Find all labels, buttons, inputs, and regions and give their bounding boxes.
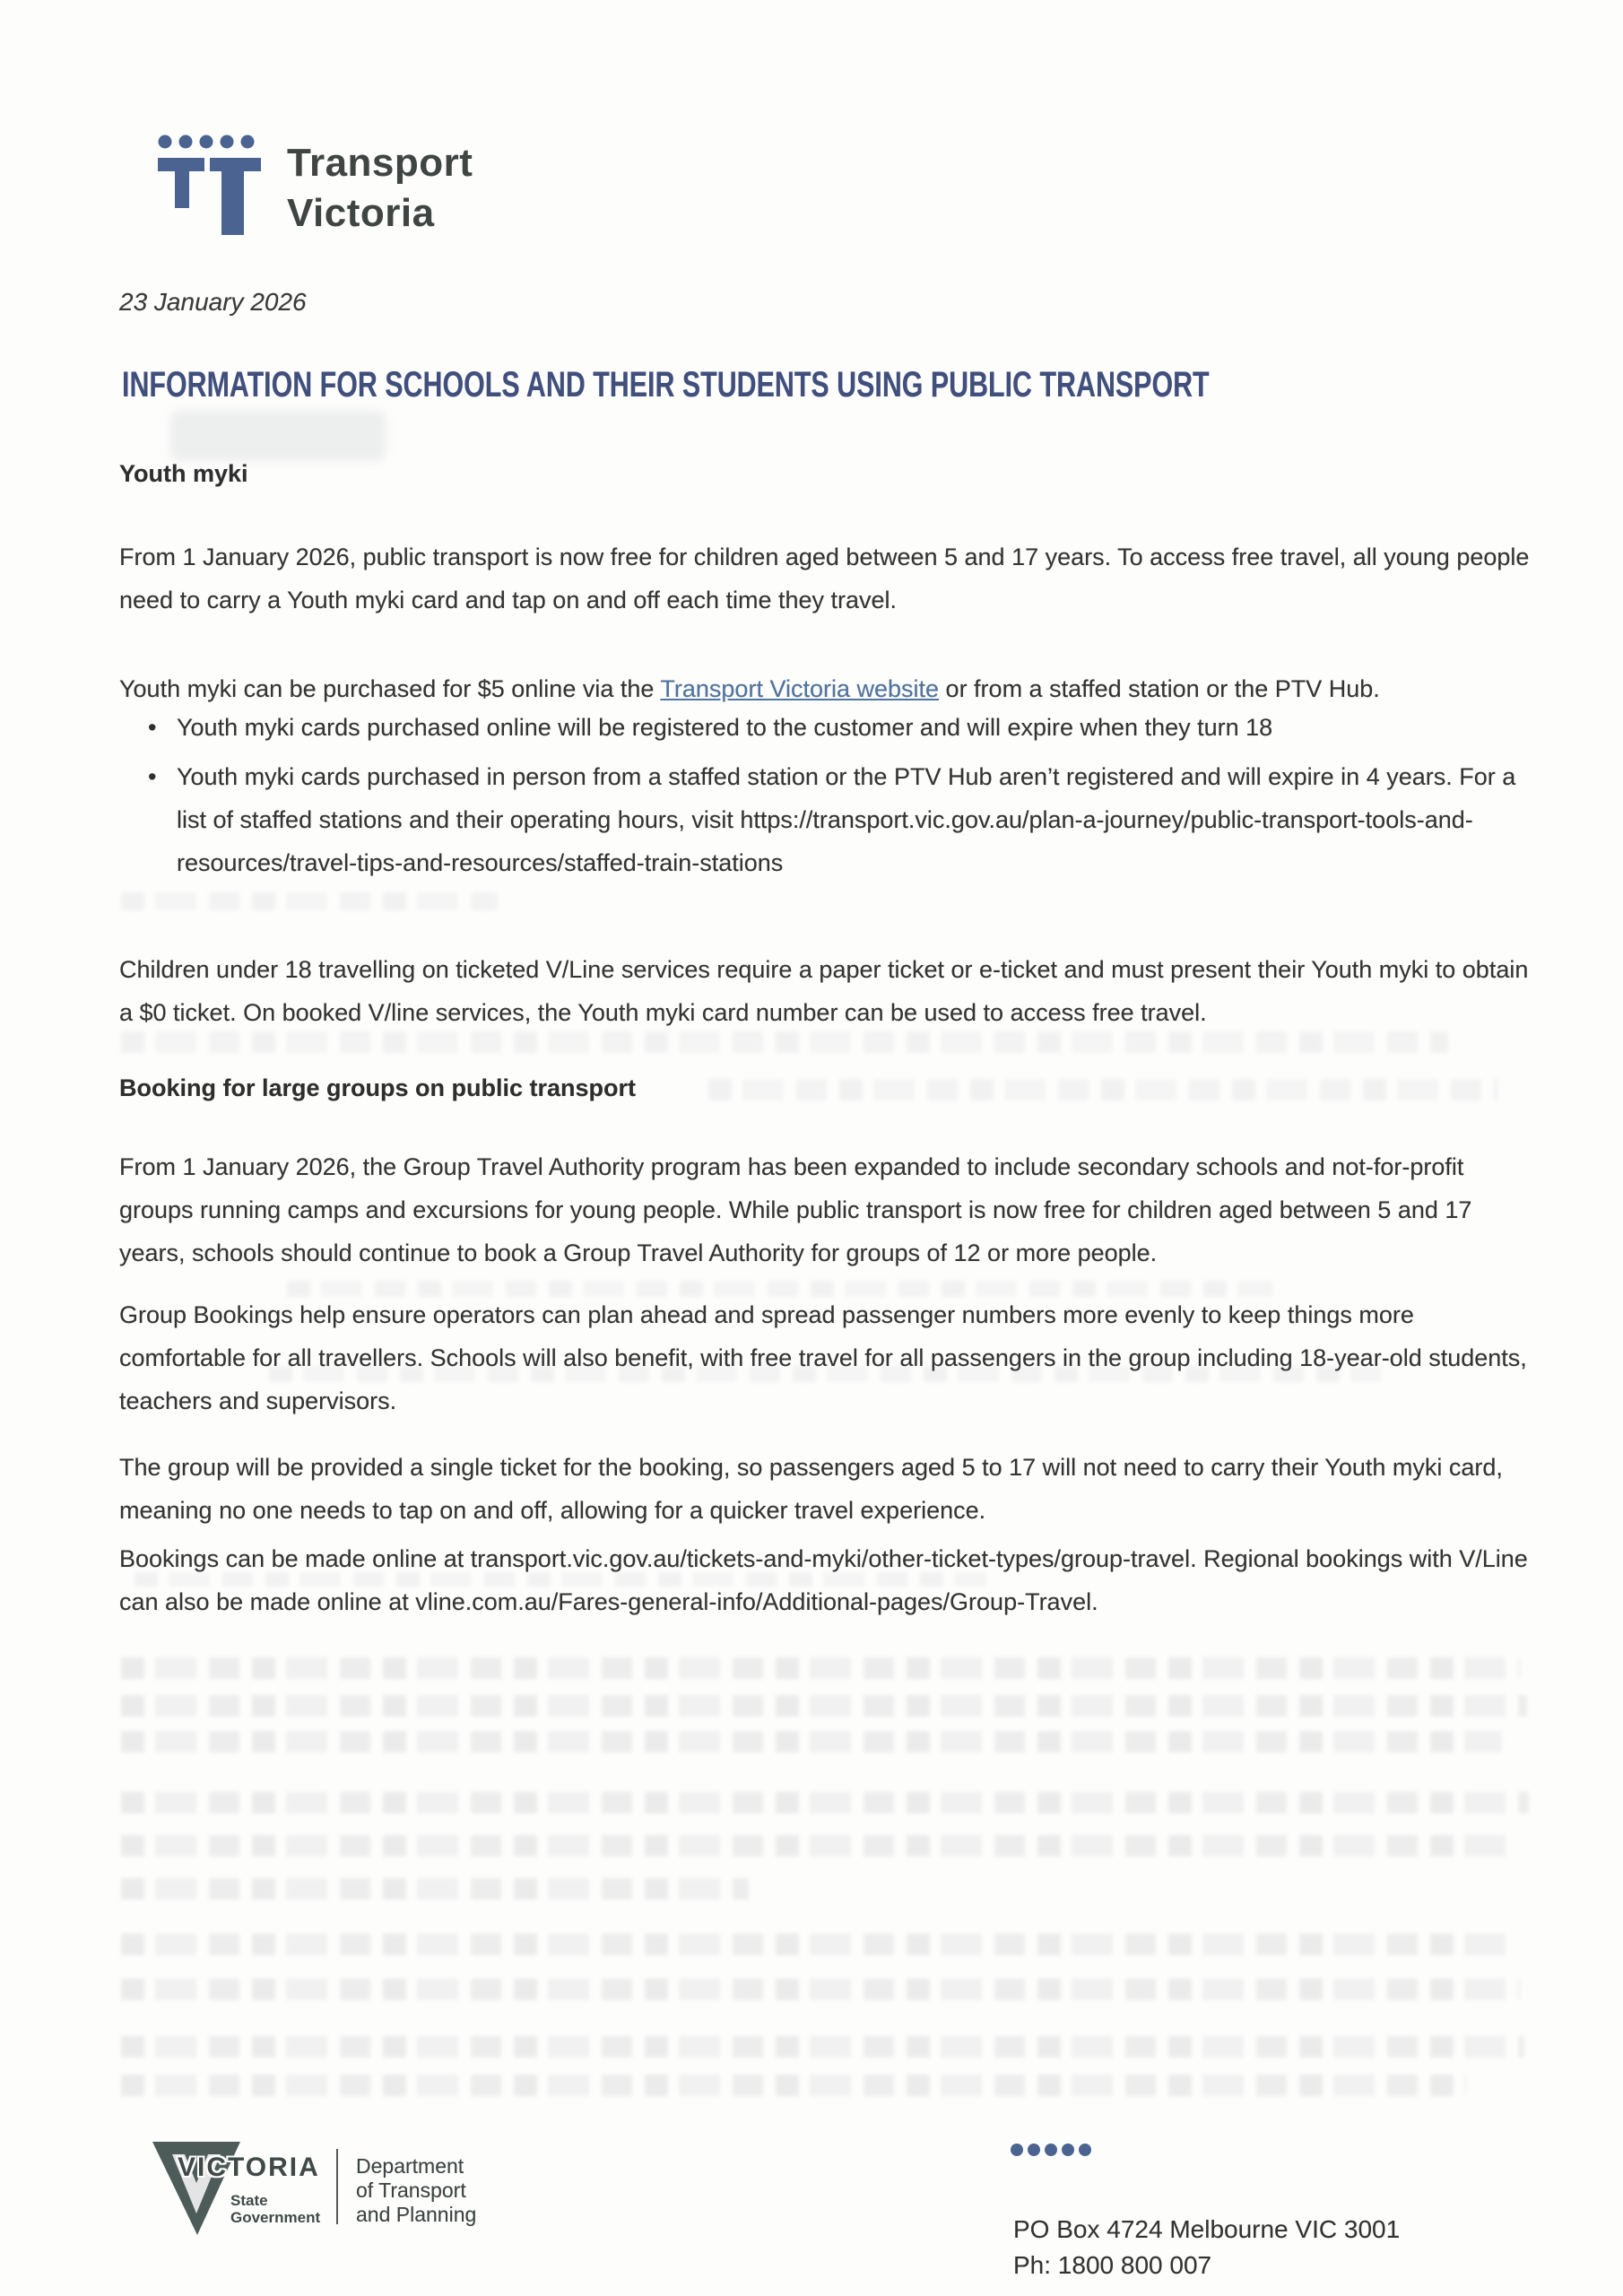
youth-purchase-paragraph xyxy=(119,667,1534,710)
bleed-through-line xyxy=(121,892,498,910)
bleed-through-line xyxy=(121,1878,749,1900)
bleed-through-line xyxy=(121,2074,1466,2096)
bleed-through-line xyxy=(121,1835,1513,1857)
bleed-through-smudge xyxy=(170,411,386,461)
victoria-wordmark: VICTORIA xyxy=(178,2152,320,2182)
five-dots-icon xyxy=(1011,2144,1091,2156)
youth-bullet-list xyxy=(148,706,1527,884)
bullet-online-card: • Youth myki cards purchased online will be registered to the customer and will expire when they turn 18 xyxy=(148,706,1527,749)
state-government-label: State Government xyxy=(230,2192,321,2226)
bleed-through-line xyxy=(121,1979,1520,2000)
youth-myki-heading: Youth myki xyxy=(119,460,248,487)
purchase-text-suffix: or from a staffed station or the PTV Hub. xyxy=(939,675,1380,702)
booking-urls-paragraph: Bookings can be made online at transport.vic.gov.au/tickets-and-myki/other-ticket-types/group-travel. Regional bookings with V/Line can also be made online at vline.com.au/Fares-general-info/Additional-pages/Group-Travel. xyxy=(119,1545,1528,1615)
victoria-state-government-logo xyxy=(152,2138,368,2237)
youth-intro-paragraph: From 1 January 2026, public transport is now free for children aged between 5 and 17 years. To access free travel, all young people need to carry a Youth myki card and tap on and off each time they travel. xyxy=(119,544,1530,613)
brand-wordmark-line1: Transport xyxy=(287,141,473,185)
transport-victoria-website-link[interactable]: Transport Victoria website xyxy=(660,675,940,702)
bullet-in-person-card: • Youth myki cards purchased in person from a staffed station or the PTV Hub aren’t registered and will expire in 4 years. For a list of staffed stations and their operating hours, visit https://transport.vic.gov.au/plan-a-journey/public-transport-tools-and-resources/travel-tips-and-resources/staffed-train-stations xyxy=(148,755,1527,884)
department-label: Department of Transport and Planning xyxy=(356,2154,477,2226)
bleed-through-line xyxy=(121,1792,1529,1813)
purchase-text-prefix: Youth myki can be purchased for $5 online via the xyxy=(119,675,661,702)
bleed-through-line xyxy=(121,1657,1520,1679)
bleed-through-line xyxy=(121,2036,1524,2057)
transport-victoria-tt-icon xyxy=(158,135,262,235)
group-booking-heading: Booking for large groups on public transport xyxy=(119,1074,637,1101)
letter-date: 23 January 2026 xyxy=(119,288,307,316)
group-bookings-benefit-paragraph: Group Bookings help ensure operators can plan ahead and spread passenger numbers more evenly to keep things more comfortable for all travellers. Schools will also benefit, with free travel for all passengers in the group including 18-year-old students, teachers and supervisors. xyxy=(119,1301,1527,1414)
group-travel-authority-paragraph: From 1 January 2026, the Group Travel Authority program has been expanded to include secondary schools and not-for-profit groups running camps and excursions for young people. While public transport is now free for children aged between 5 and 17 years, schools should continue to book a Group Travel Authority for groups of 12 or more people. xyxy=(119,1153,1472,1266)
vline-ticket-paragraph: Children under 18 travelling on ticketed V/Line services require a paper ticket or e-ticket and must present their Youth myki to obtain a $0 ticket. On booked V/line services, the Youth myki card number can be used to access free travel. xyxy=(119,956,1529,1026)
transport-victoria-logo xyxy=(158,135,473,239)
bleed-through-line xyxy=(708,1079,1497,1100)
bleed-through-line xyxy=(269,1366,1381,1382)
po-box-address: PO Box 4724 Melbourne VIC 3001 xyxy=(1013,2215,1401,2243)
brand-wordmark xyxy=(287,138,473,239)
single-ticket-paragraph: The group will be provided a single ticket for the booking, so passengers aged 5 to 17 will not need to carry their Youth myki card, meaning no one needs to tap on and off, allowing for a quicker travel experience. xyxy=(119,1454,1503,1524)
bleed-through-line xyxy=(121,1695,1527,1717)
contact-block xyxy=(1013,2212,1400,2283)
brand-wordmark-line2: Victoria xyxy=(287,191,435,235)
letter-title: INFORMATION FOR SCHOOLS AND THEIR STUDENTS USING PUBLIC TRANSPORT xyxy=(122,365,1210,404)
bleed-through-line xyxy=(121,1934,1506,1955)
footer-logo-divider xyxy=(336,2149,338,2224)
bleed-through-line xyxy=(121,1031,1448,1053)
bleed-through-line xyxy=(121,1731,1502,1752)
phone-number: Ph: 1800 800 007 xyxy=(1013,2251,1212,2279)
